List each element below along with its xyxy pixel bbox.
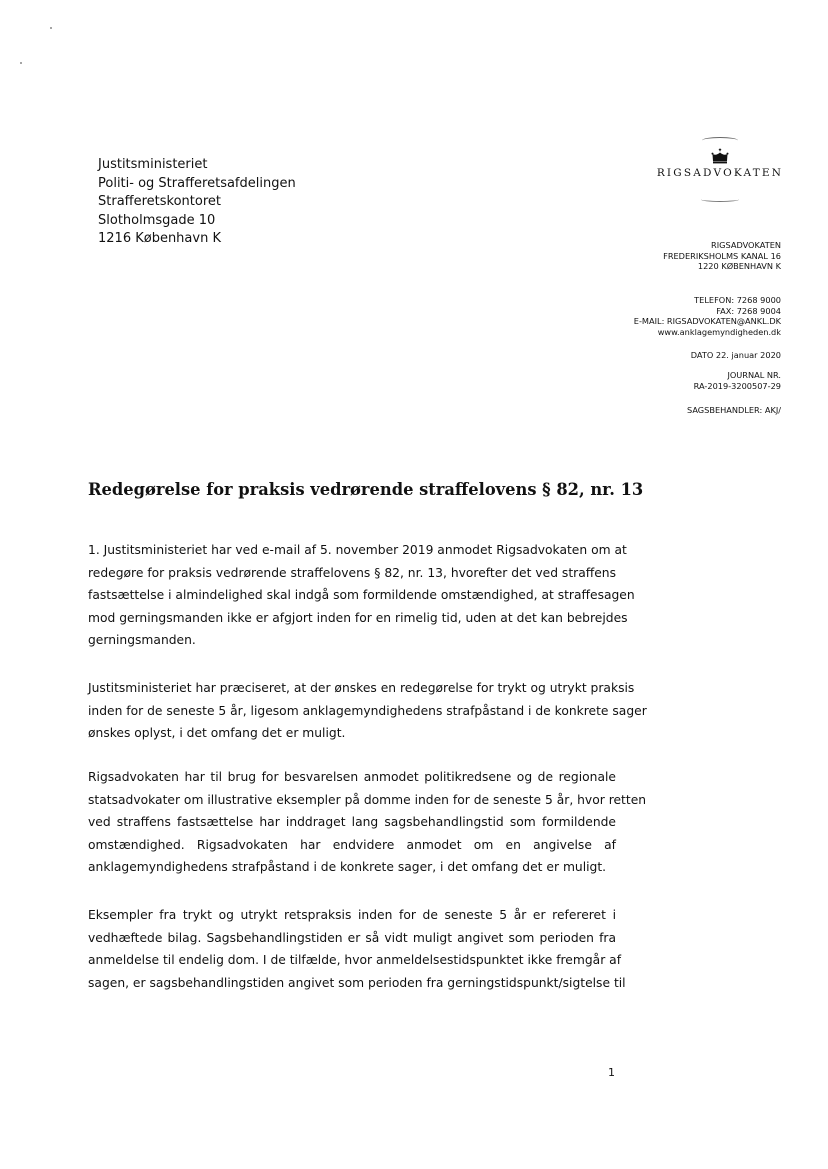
document-title: Redegørelse for praksis vedrørende straffelovens § 82, nr. 13 <box>88 480 644 499</box>
paragraph-line: Eksempler fra trykt og utrykt retspraksis inden for de seneste 5 år er refereret i <box>88 908 616 922</box>
paragraph-line: ønskes oplyst, i det omfang det er muligt. <box>88 726 346 741</box>
logo-bottom-ornament <box>701 197 739 202</box>
page-number: 1 <box>608 1066 615 1079</box>
journal-number: RA-2019-3200507-29 <box>693 380 781 391</box>
sender-address <box>663 240 781 272</box>
logo-brand-text: RIGSADVOKATEN <box>656 167 784 179</box>
paragraph-line: statsadvokater om illustrative eksempler på domme inden for de seneste 5 år, hvor retten <box>88 792 647 807</box>
paragraph-line: omstændighed. Rigsadvokaten har endvidere anmodet om en angivelse af <box>88 837 616 852</box>
scan-speck <box>50 27 52 29</box>
paragraph-line: 1. Justitsministeriet har ved e-mail af 5. november 2019 anmodet Rigsadvokaten om at <box>88 543 627 557</box>
paragraph-2 <box>88 677 647 745</box>
paragraph-line: Rigsadvokaten har til brug for besvarelsen anmodet politikredsene og de regionale <box>88 770 616 784</box>
paragraph-4 <box>88 904 626 994</box>
paragraph-line: gerningsmanden. <box>88 633 196 648</box>
case-handler-text: SAGSBEHANDLER: AKJ/ <box>687 405 781 415</box>
sender-street: FREDERIKSHOLMS KANAL 16 <box>663 250 781 261</box>
crown-icon <box>711 148 729 164</box>
sender-fax: FAX: 7268 9004 <box>716 305 781 316</box>
journal-number-block <box>694 370 781 391</box>
paragraph-line: sagen, er sagsbehandlingstiden angivet som perioden fra gerningstidspunkt/sigtelse til <box>88 975 626 990</box>
recipient-line: Politi- og Strafferetsafdelingen <box>98 175 296 191</box>
logo-top-ornament <box>702 137 738 144</box>
rigsadvokaten-logo <box>640 137 800 202</box>
paragraph-line: anmeldelse til endelig dom. I de tilfælde, hvor anmeldelsestidspunktet ikke fremgår af <box>88 953 622 968</box>
recipient-line: 1216 København K <box>98 231 221 246</box>
paragraph-1 <box>88 539 635 652</box>
paragraph-line: inden for de seneste 5 år, ligesom anklagemyndighedens strafpåstand i de konkrete sager <box>88 703 647 718</box>
sender-contact <box>634 295 781 337</box>
sender-name: RIGSADVOKATEN <box>711 240 781 250</box>
sender-city: 1220 KØBENHAVN K <box>697 261 781 271</box>
case-handler <box>687 405 781 416</box>
paragraph-line: fastsættelse i almindelighed skal indgå som formildende omstændighed, at straffesagen <box>88 588 635 603</box>
recipient-address <box>98 156 296 249</box>
paragraph-3 <box>88 766 647 879</box>
paragraph-line: Justitsministeriet har præciseret, at der ønskes en redegørelse for trykt og utrykt praksis <box>88 681 635 695</box>
paragraph-line: anklagemyndighedens strafpåstand i de konkrete sager, i det omfang det er muligt. <box>88 860 607 875</box>
recipient-line: Justitsministeriet <box>98 157 208 172</box>
letter-date <box>691 350 781 361</box>
recipient-line: Slotholmsgade 10 <box>98 212 216 228</box>
paragraph-line: mod gerningsmanden ikke er afgjort inden for en rimelig tid, uden at det kan bebrejdes <box>88 610 628 625</box>
recipient-line: Strafferetskontoret <box>98 194 222 209</box>
paragraph-line: vedhæftede bilag. Sagsbehandlingstiden er så vidt muligt angivet som perioden fra <box>88 930 616 945</box>
journal-label: JOURNAL NR. <box>727 370 781 380</box>
sender-phone: TELEFON: 7268 9000 <box>694 295 781 305</box>
date-text: DATO 22. januar 2020 <box>690 350 781 360</box>
paragraph-line: redegøre for praksis vedrørende straffelovens § 82, nr. 13, hvorefter det ved straffens <box>88 565 616 580</box>
sender-website: www.anklagemyndigheden.dk <box>657 326 781 337</box>
scan-speck <box>20 62 22 64</box>
paragraph-line: ved straffens fastsættelse har inddraget lang sagsbehandlingstid som formildende <box>88 815 616 830</box>
sender-email: E-MAIL: RIGSADVOKATEN@ANKL.DK <box>633 316 781 326</box>
